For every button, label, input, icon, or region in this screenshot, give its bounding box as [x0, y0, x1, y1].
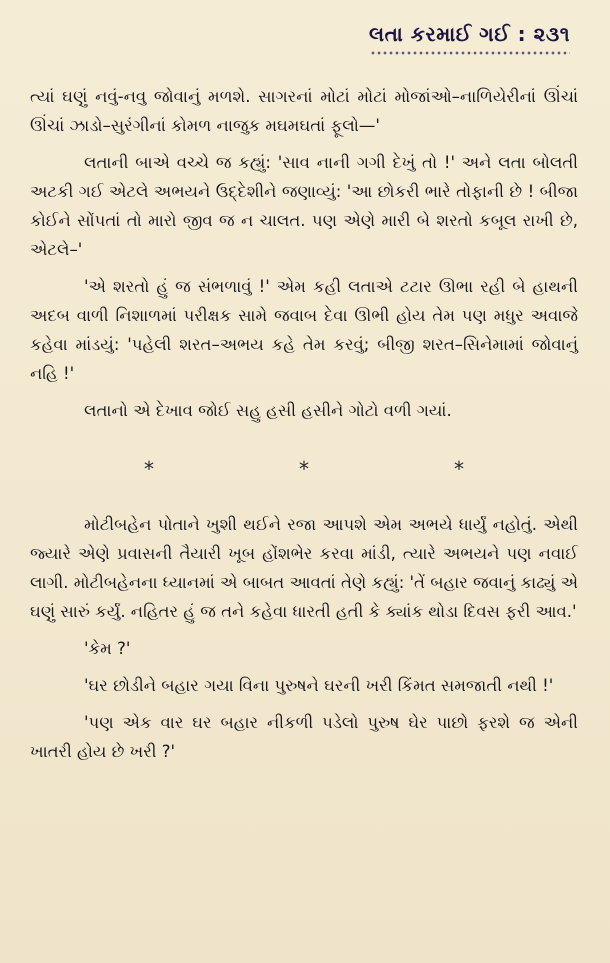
page-body: [30, 82, 578, 774]
separator-asterisk: *: [299, 457, 309, 481]
section-separator: [144, 455, 464, 484]
separator-asterisk: *: [454, 457, 464, 481]
paragraph-3: 'એ શરતો હું જ સંભળાવું !' એમ કહી લતાએ ટટાર ઊભા રહી બે હાથની અદબ વાળી નિશાળમાં પરીક્ષક સામે જવાબ દેવા ઊભી હોય તેમ પણ મધુર અવાજે કહેવા માંડયું: 'પહેલી શરત–અભય કહે તેમ કરવું; બીજી શરત–સિનેમામાં જોવાનું નહિ !': [30, 277, 578, 383]
running-head: [330, 22, 570, 56]
paragraph-1: ત્યાં ઘણું નવું-નવુ જોવાનું મળશે. સાગરનાં મોટાં મોટાં મોજાંઓ–નાળિયેરીનાં ઊંચાં ઊંચાં ઝાડો–સુરંગીનાં કોમળ નાજુક મઘમઘતાં ફૂલો—': [30, 87, 578, 135]
paragraph-4: લતાનો એ દેખાવ જોઈ સહુ હસી હસીને ગોટો વળી ગયાં.: [84, 401, 452, 420]
separator-asterisk: *: [144, 457, 154, 481]
paragraph-2: લતાની બાએ વચ્ચે જ કહ્યું: 'સાવ નાની ગગી દેખું તો !' અને લતા બોલતી અટકી ગઈ એટલે અભયને ઉદ્દેશીને જણાવ્યું: 'આ છોકરી ભારે તોફાની છે ! બીજા કોઈને સોંપતાં તો મારો જીવ જ ન ચાલત. પણ એણે મારી બે શરતો કબૂલ રાખી છે, એટલે–': [30, 153, 578, 259]
paragraph-5: મોટીબહેન પોતાને ખુશી થઈને રજા આપશે એમ અભયે ધાર્યું નહોતું. એથી જ્યારે એણે પ્રવાસની તૈયારી ખૂબ હોંશભેર કરવા માંડી, ત્યારે અભયને પણ નવાઈ લાગી. મોટીબહેનના ધ્યાનમાં એ બાબત આવતાં તેણે કહ્યું: 'તેં બહાર જવાનું કાઢ્યું એ ઘણું સારું કર્યું. નહિતર હું જ તને કહેવા ધારતી હતી કે ક્યાંક થોડા દિવસ ફરી આવ.': [30, 515, 578, 621]
header-decorative-rule: [370, 50, 570, 56]
paragraph-7: 'ઘર છોડીને બહાર ગયા વિના પુરુષને ઘરની ખરી કિંમત સમજાતી નથી !': [84, 676, 554, 695]
page-title: લતા કરમાઈ ગઈ : ૨૩૧: [369, 22, 570, 46]
paragraph-8: 'પણ એક વાર ઘર બહાર નીકળી પડેલો પુરુષ ઘેર પાછો ફરશે જ એની ખાતરી હોય છે ખરી ?': [30, 713, 578, 761]
paragraph-6: 'કેમ ?': [84, 639, 131, 658]
